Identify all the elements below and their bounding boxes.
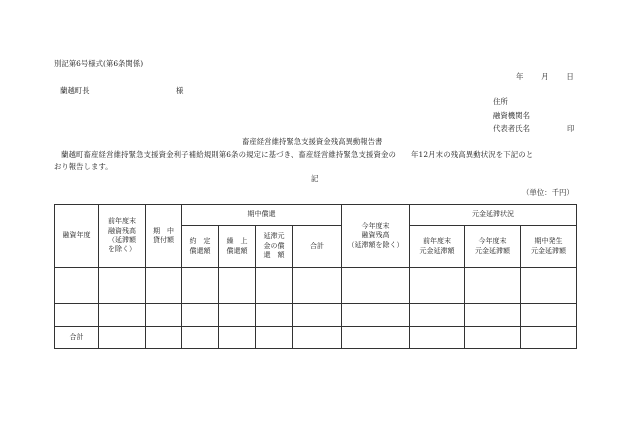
table-header-row-1: [55, 205, 577, 226]
header-fiscal-year: 融資年度: [55, 205, 99, 268]
header-prev-balance: 前年度末 融資残高 （延滞額 を除く）: [99, 205, 146, 268]
body-text-line2: おり報告します。: [54, 162, 113, 171]
header-scheduled-repayment: 約 定 償還額: [182, 226, 219, 268]
header-period-repayment: 期中償還: [182, 205, 342, 226]
ki-heading: 記: [311, 174, 319, 183]
seal-mark: 印: [567, 124, 575, 133]
header-new-overdue: 期中発生 元金延滞額: [521, 226, 577, 268]
body-text-line1: 蘭越町畜産経営維持緊急支援資金利子補給規則第6条の規定に基づき、畜産経営維持緊急支援資金の 年12月末の残高異動状況を下記のと: [61, 150, 534, 159]
addressee-suffix: 様: [176, 86, 184, 95]
header-principal-overdue: 元金延滞状況: [410, 205, 577, 226]
header-overdue-principal-repayment: 延滞元 金の償 還 額: [256, 226, 293, 268]
table-row: [55, 304, 577, 327]
total-row-label: 合計: [55, 327, 99, 349]
balance-table: [54, 204, 577, 349]
header-current-balance: 今年度末 融資残高 （延滞額を除く）: [342, 205, 410, 268]
addressee: 蘭越町長: [60, 86, 90, 95]
header-prev-overdue: 前年度末 元金延滞額: [410, 226, 465, 268]
header-current-overdue: 今年度末 元金延滞額: [465, 226, 521, 268]
document-title: 畜産経営維持緊急支援資金残高異動報告書: [242, 137, 383, 146]
table-total-row: [55, 327, 577, 349]
header-repayment-subtotal: 合計: [293, 226, 342, 268]
header-period-loans: 期 中 貸付額: [146, 205, 182, 268]
form-number: 別記第6号様式(第6条関係): [54, 59, 144, 68]
institution-label: 融資機関名: [493, 111, 530, 120]
representative-label: 代表者氏名: [493, 124, 530, 133]
header-early-repayment: 繰 上 償還額: [219, 226, 256, 268]
table-row: [55, 268, 577, 304]
date-line: 年 月 日: [516, 72, 575, 81]
unit-note: （単位：千円）: [522, 188, 574, 197]
address-label: 住所: [493, 97, 508, 106]
